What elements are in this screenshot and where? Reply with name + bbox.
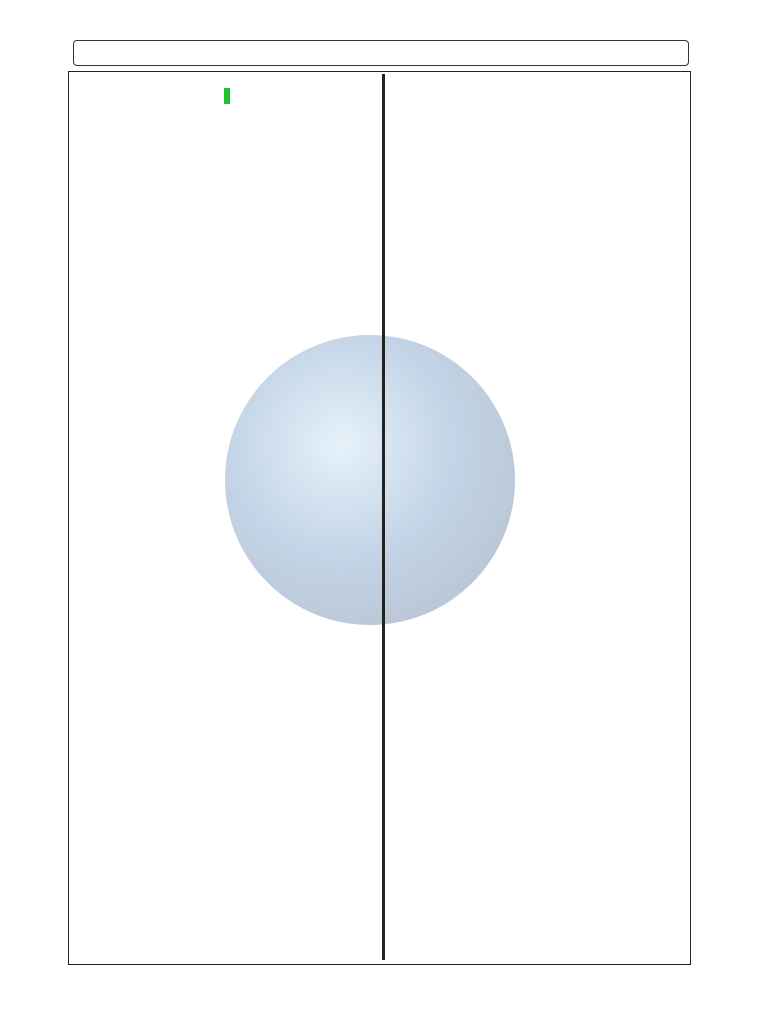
left-column bbox=[86, 84, 372, 116]
chapter-title bbox=[86, 90, 372, 102]
right-column bbox=[395, 84, 681, 134]
page-header bbox=[73, 40, 689, 66]
chapter-number bbox=[224, 88, 230, 104]
globe-watermark bbox=[225, 335, 515, 625]
column-divider bbox=[382, 74, 385, 960]
